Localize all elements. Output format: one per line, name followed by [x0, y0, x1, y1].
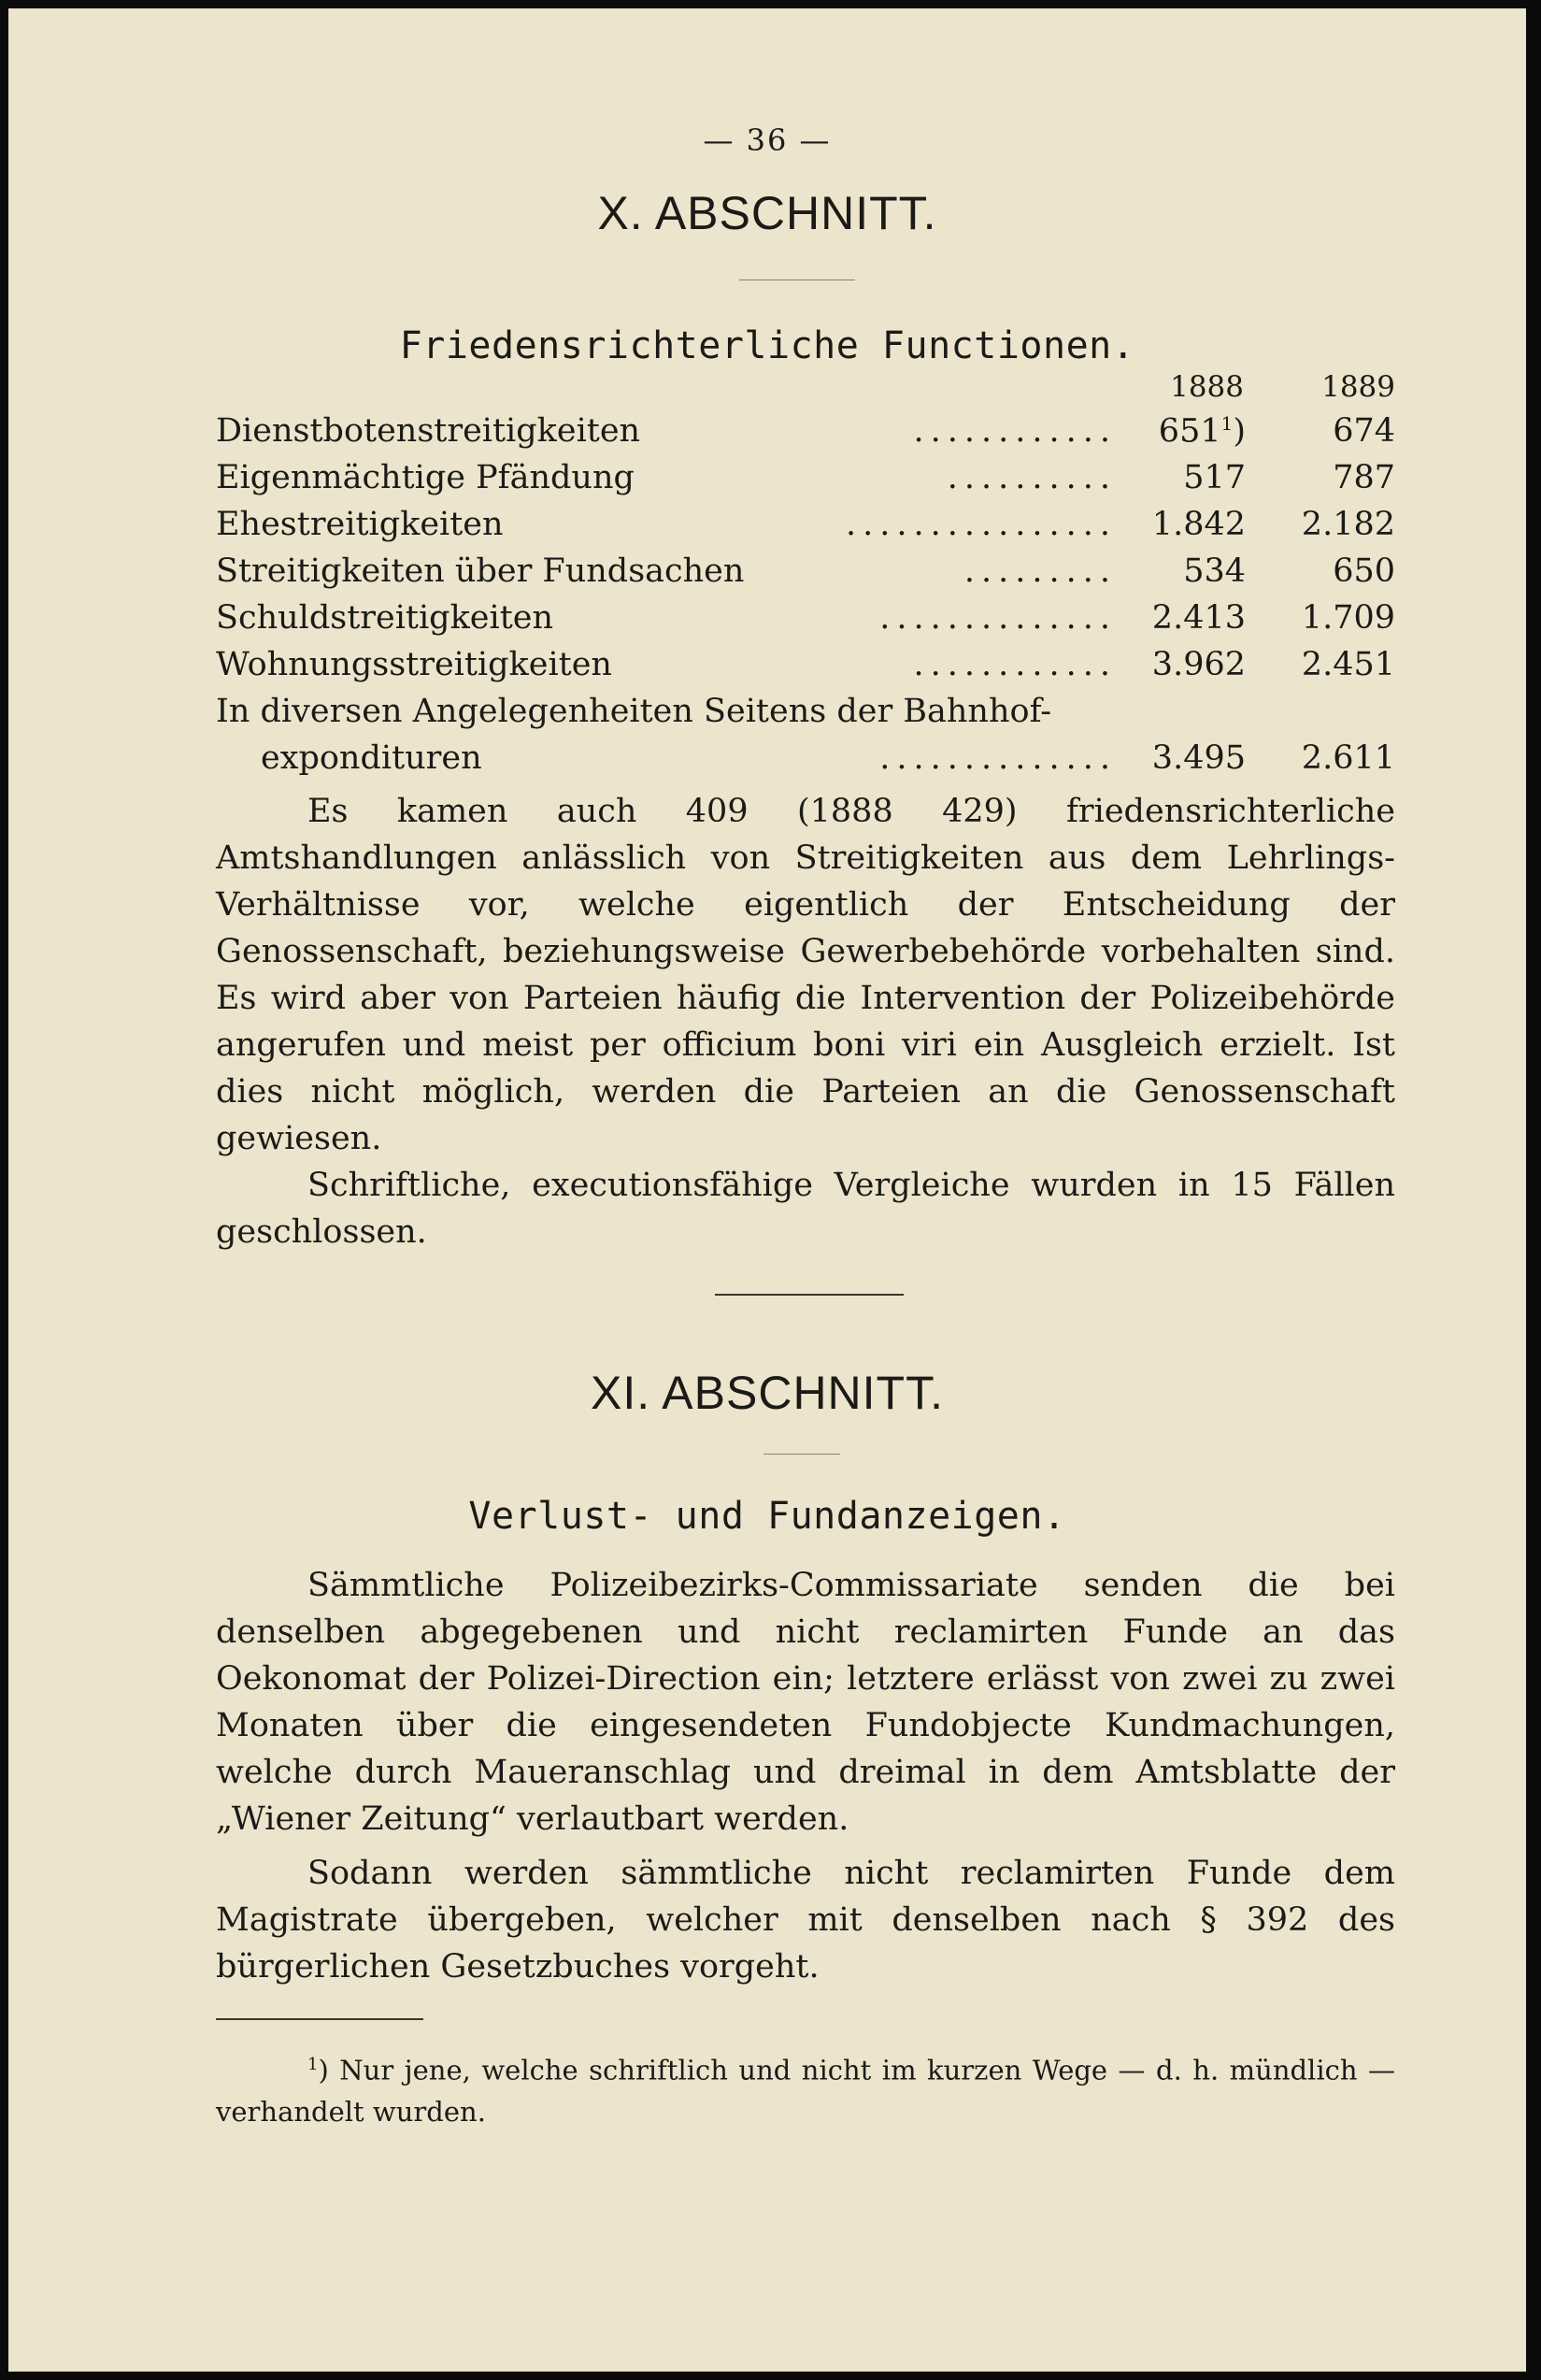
section-xi-divider — [763, 1454, 840, 1455]
section-x-paragraph-2: Schriftliche, executionsfähige Vergleiche wurden in 15 Fällen geschlossen. — [216, 1167, 1395, 1251]
row-label-multiline: In diversen Angelegenheiten Seitens der Bahnhof- — [216, 693, 1052, 730]
row-label: Wohnungsstreitigkeiten — [216, 646, 612, 683]
row-label: Streitigkeiten über Fundsachen — [216, 552, 745, 590]
value-1888: 517 — [1183, 459, 1246, 496]
section-xi-paragraph-1: Sämmtliche Polizeibezirks-Commissariate senden die bei denselben abgegebenen und nicht reclamirten Funde an das Oekonomat der Polizei-Direction ein; letztere erlässt von zwei zu zwei Monaten über die eingesendeten Fundobjecte Kundmachungen, welche durch Maueranschlag und dreimal in dem Amtsblatte der „Wiener Zeitung“ verlautbart werden. — [216, 1567, 1395, 1838]
page-number: — 36 — — [703, 122, 832, 158]
value-1889: 2.182 — [1301, 506, 1395, 543]
row-label: Schuldstreitigkeiten — [216, 599, 554, 637]
section-xi-heading: XI. ABSCHNITT. — [591, 1367, 944, 1419]
footnote-marker: 1 — [307, 2055, 319, 2074]
value-1889: 787 — [1333, 459, 1395, 496]
document-page — [8, 8, 1526, 2372]
value-1888: 3.962 — [1151, 646, 1246, 683]
leader-dots: ......... — [963, 552, 1117, 590]
value-1889: 650 — [1333, 552, 1395, 590]
table-row — [216, 459, 1395, 502]
year-1888: 1888 — [1170, 370, 1244, 404]
footnote-text: Nur jene, welche schriftlich und nicht im kurzen Wege — d. h. mündlich — verhandelt wurden. — [216, 2054, 1396, 2128]
table-row — [216, 693, 1395, 736]
leader-dots: ............ — [913, 412, 1117, 450]
value-1889: 2.451 — [1301, 646, 1395, 683]
table-row — [216, 646, 1395, 689]
row-label: Dienstbotenstreitigkeiten — [216, 412, 641, 450]
section-xi-paragraph-2: Sodann werden sämmtliche nicht reclamirten Funde dem Magistrate übergeben, welcher mit denselben nach § 392 des bürgerlichen Gesetzbuches vorgeht. — [216, 1855, 1395, 1986]
table-row — [216, 506, 1395, 549]
table-row — [216, 552, 1395, 595]
footnote: $^1$) Nur jene, welche schriftlich und nicht im kurzen Wege — d. h. mündlich — verhandelt wurden. — [216, 2054, 1396, 2128]
value-1889: 674 — [1333, 412, 1395, 450]
section-x-paragraph-1: Es kamen auch 409 (1888 429) friedensrichterliche Amtshandlungen anlässlich von Streitigkeiten aus dem Lehrlings-Verhältnisse vor, welche eigentlich der Entscheidung der Genossenschaft, beziehungsweise Gewerbebehörde vorbehalten sind. Es wird aber von Parteien häufig die Intervention der Polizeibehörde angerufen und meist per officium boni viri ein Ausgleich erzielt. Ist dies nicht möglich, werden die Parteien an die Genossenschaft gewiesen. — [216, 793, 1395, 1157]
section-x-heading: X. ABSCHNITT. — [597, 187, 937, 239]
value-1888: 534 — [1183, 552, 1246, 590]
row-label: expondituren — [261, 739, 482, 777]
year-1889: 1889 — [1321, 370, 1395, 404]
value-1888: 1.842 — [1151, 506, 1246, 543]
value-1889: 1.709 — [1301, 599, 1395, 637]
leader-dots: .............. — [879, 739, 1117, 777]
value-1888: 3.495 — [1151, 739, 1246, 777]
section-separator — [715, 1294, 904, 1296]
row-label: Eigenmächtige Pfändung — [216, 459, 635, 496]
value-1888: 2.413 — [1151, 599, 1246, 637]
leader-dots: .............. — [879, 599, 1117, 637]
value-1888: $651^1$) — [1158, 412, 1246, 451]
footnote-ref: 1 — [1220, 412, 1234, 435]
footnote-rule — [216, 2018, 423, 2020]
value-1889: 2.611 — [1301, 739, 1395, 777]
section-x-subheading: Friedensrichterliche Functionen. — [399, 324, 1135, 367]
table-row — [216, 599, 1395, 642]
row-label: Ehestreitigkeiten — [216, 506, 504, 543]
table-row — [216, 412, 1395, 455]
leader-dots: ................ — [845, 506, 1117, 543]
leader-dots: ............ — [913, 646, 1117, 683]
section-xi-subheading: Verlust- und Fundanzeigen. — [468, 1495, 1066, 1538]
leader-dots: .......... — [947, 459, 1117, 496]
table-row — [216, 739, 1395, 782]
